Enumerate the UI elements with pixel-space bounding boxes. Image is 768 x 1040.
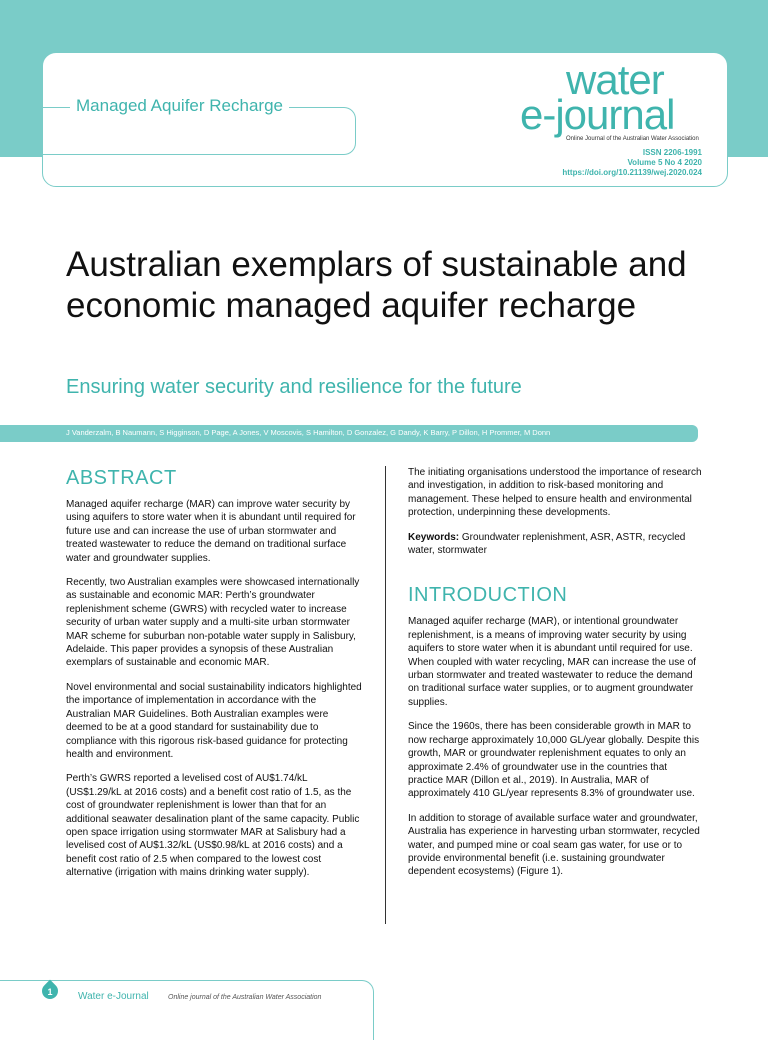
introduction-paragraph: Managed aquifer recharge (MAR), or intentional groundwater replenishment, is a means of improving water security by using aquifers to store water when it is abundant until required for use. When coupled with water recycling, MAR can increase the use of urban stormwater and treated wastewater to reduce the demand on traditional surface water supplies, or to augment groundwater supplies. xyxy=(408,616,696,708)
column-divider xyxy=(385,466,386,924)
footer-journal-name: Water e-Journal xyxy=(78,991,149,1002)
right-column xyxy=(408,466,704,890)
introduction-heading: INTRODUCTION xyxy=(408,584,568,607)
abstract-paragraph: The initiating organisations understood the importance of research and investigation, in addition to risk-based monitoring and management. These helped to ensure health and environmental protection, underpinning these developments. xyxy=(408,467,702,519)
abstract-heading: ABSTRACT xyxy=(66,467,177,489)
introduction-paragraph: Since the 1960s, there has been considerable growth in MAR to now recharge approximately 10,000 GL/year globally. Despite this growth, MAR or groundwater replenishment equates to only an approximate 2.4% of groundwater use in the countries that practice MAR (Dillon et al., 2019). In Australia, MAR of approximately 410 GL/year represents 8.3% of groundwater use. xyxy=(408,721,700,800)
section-label: Managed Aquifer Recharge xyxy=(70,96,289,116)
author-list: J Vanderzalm, B Naumann, S Higginson, D Page, A Jones, V Moscovis, S Hamilton, D Gonzalez, G Dandy, K Barry, P Dillon, H Prommer, M Donn xyxy=(66,428,551,437)
journal-logo-water: water xyxy=(566,56,664,103)
page-number: 1 xyxy=(47,987,53,997)
abstract-paragraph: Managed aquifer recharge (MAR) can improve water security by using aquifers to store water when it is abundant until required for future use and can increase the use of urban stormwater and treated wastewater to reduce the demand on traditional surface water and groundwater supplies. xyxy=(66,499,356,564)
abstract-paragraph: Recently, two Australian examples were showcased internationally as sustainable and economic MAR: Perth’s groundwater replenishment scheme (GWRS) with recycled water to increase security of urban water supply and a multi-site urban stormwater MAR scheme for suburban non-potable water supply in Salisbury, Adelaide. This paper provides a synopsis of these Australian exemplars of sustainable and economic MAR. xyxy=(66,577,360,669)
volume: Volume 5 No 4 2020 xyxy=(627,158,702,167)
issn: ISSN 2206-1991 xyxy=(642,148,702,157)
keywords-label: Keywords: xyxy=(408,531,460,543)
article-title: Australian exemplars of sustainable and economic managed aquifer recharge xyxy=(66,245,687,325)
abstract-paragraph: Novel environmental and social sustainability indicators highlighted the importance of implementation in accordance with the Australian MAR Guidelines. Both Australian examples were deemed to be at a good standard for sustainability due to compliance with this rigorous risk-based guidance for protecting health and environment. xyxy=(66,681,362,760)
keywords xyxy=(408,531,704,558)
publication-meta xyxy=(562,148,702,178)
left-column xyxy=(66,466,362,891)
footer-tagline: Online journal of the Australian Water Association xyxy=(168,994,322,1001)
doi-link[interactable]: https://doi.org/10.21139/wej.2020.024 xyxy=(562,168,702,177)
journal-logo-tagline: Online Journal of the Australian Water Association xyxy=(566,136,699,142)
introduction-paragraph: In addition to storage of available surface water and groundwater, Australia has experience in harvesting urban stormwater, recycled water, and pumped mine or coal seam gas water, for use or to provide environmental benefit (i.e. sustaining groundwater dependent ecosystems) (Figure 1). xyxy=(408,812,700,878)
keywords-text: Groundwater replenishment, ASR, ASTR, recycled water, stormwater xyxy=(408,531,686,557)
abstract-paragraph: Perth’s GWRS reported a levelised cost of AU$1.74/kL (US$1.29/kL at 2016 costs) and a benefit cost ratio of 1.5, as the cost of groundwater replenishment is lower than that for an additional seawater desalination plant of the same capacity. Public open space irrigation using stormwater MAR at Salisbury had a levelised cost of AU$1.32/kL (US$0.98/kL at 2016 costs) and a benefit cost ratio of 2.5 when compared to the lowest cost alternative (irrigation with mains drinking water supply). xyxy=(66,773,360,879)
article-subtitle: Ensuring water security and resilience for the future xyxy=(66,376,522,398)
journal-logo-ejournal: e-journal xyxy=(520,91,675,138)
